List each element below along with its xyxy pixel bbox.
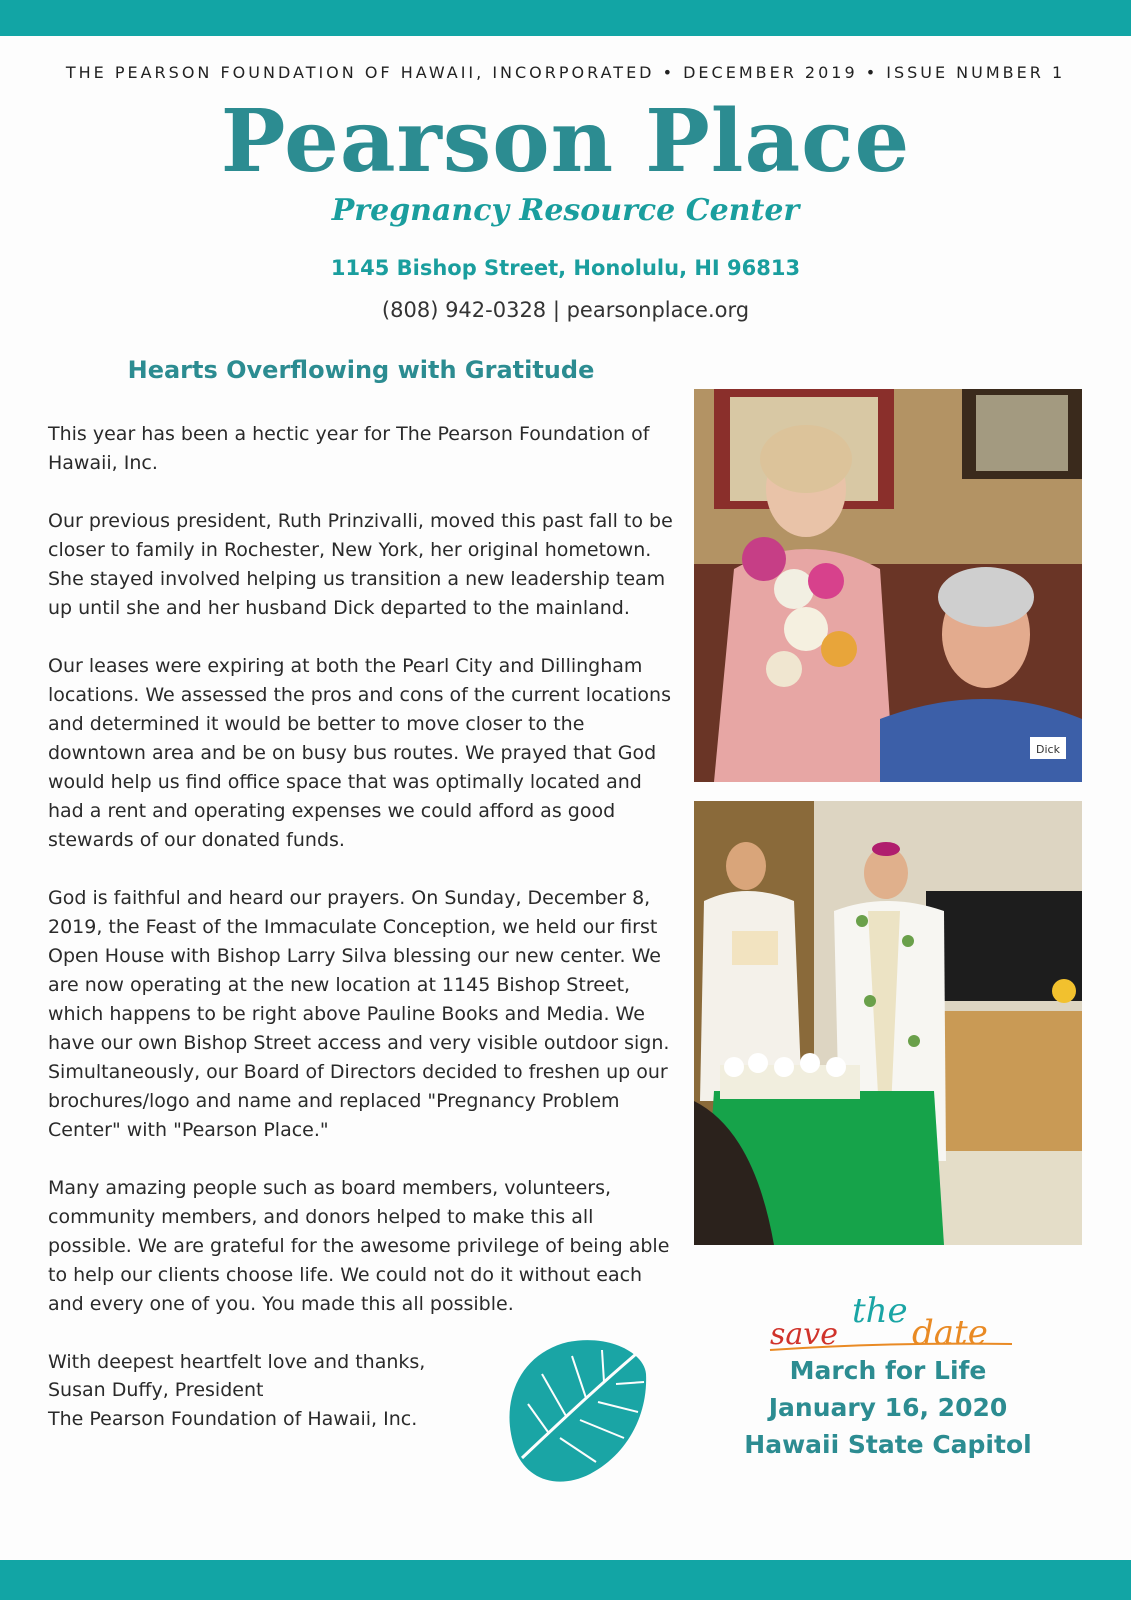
signature-name: Susan Duffy, President — [48, 1379, 264, 1401]
article-body — [48, 420, 674, 1406]
article-paragraph: Our leases were expiring at both the Pearl City and Dillingham locations. We assessed the pros and cons of the current locations and determined it would be better to move closer to the downtown area and be on busy bus routes. We prayed that God would help us find office space that was optimally located and had a rent and operating expenses we could afford as good stewards of our donated funds. — [48, 655, 672, 851]
article-headline: Hearts Overflowing with Gratitude — [127, 356, 595, 384]
save-the-date-graphic — [766, 1282, 1016, 1354]
date-word: date — [912, 1313, 988, 1353]
event-date: January 16, 2020 — [768, 1393, 1008, 1422]
newsletter-title: Pearson Place — [220, 91, 911, 192]
signature-org: The Pearson Foundation of Hawaii, Inc. — [48, 1408, 418, 1430]
article-paragraph: Our previous president, Ruth Prinzivalli, moved this past fall to be closer to family in Rochester, New York, her original hometown. She stayed involved helping us transition a new leadership team up until she and her husband Dick departed to the mainland. — [48, 510, 673, 619]
photo-couple-illustration — [694, 389, 1082, 782]
bottom-color-band — [0, 1560, 1131, 1600]
save-word: save — [770, 1317, 838, 1352]
name-badge: Dick — [1036, 743, 1060, 756]
article-paragraph: Many amazing people such as board members, volunteers, community members, and donors helped to make this all possible. We are grateful for the awesome privilege of being able to help our clients choose life. We could not do it without each and every one of you. You made this all possible. — [48, 1177, 670, 1315]
photo-blessing-illustration — [694, 801, 1082, 1245]
event-location: Hawaii State Capitol — [744, 1430, 1032, 1459]
monstera-leaf-illustration — [498, 1334, 648, 1486]
article-paragraph: God is faithful and heard our prayers. On Sunday, December 8, 2019, the Feast of the Immaculate Conception, we held our first Open House with Bishop Larry Silva blessing our new center. We are now operating at the new location at 1145 Bishop Street, which happens to be right above Pauline Books and Media. We have our own Bishop Street access and very visible outdoor sign. Simultaneously, our Board of Directors decided to freshen up our brochures/logo and name and replaced "Pregnancy Problem Center" with "Pearson Place." — [48, 887, 670, 1141]
contact-line: (808) 942-0328 | pearsonplace.org — [381, 298, 750, 322]
event-name: March for Life — [789, 1356, 987, 1385]
address: 1145 Bishop Street, Honolulu, HI 96813 — [330, 256, 801, 280]
photo-open-house-blessing — [694, 801, 1082, 1245]
photo-ruth-and-dick — [694, 389, 1082, 782]
closing-line: With deepest heartfelt love and thanks, — [48, 1351, 426, 1373]
signature-block — [48, 1376, 488, 1434]
top-color-band — [0, 0, 1131, 36]
newsletter-subtitle: Pregnancy Resource Center — [331, 193, 800, 228]
masthead-line: THE PEARSON FOUNDATION OF HAWAII, INCORPORATED • DECEMBER 2019 • ISSUE NUMBER 1 — [65, 63, 1066, 82]
the-word: the — [852, 1291, 908, 1331]
article-paragraph: This year has been a hectic year for The Pearson Foundation of Hawaii, Inc. — [48, 423, 650, 474]
